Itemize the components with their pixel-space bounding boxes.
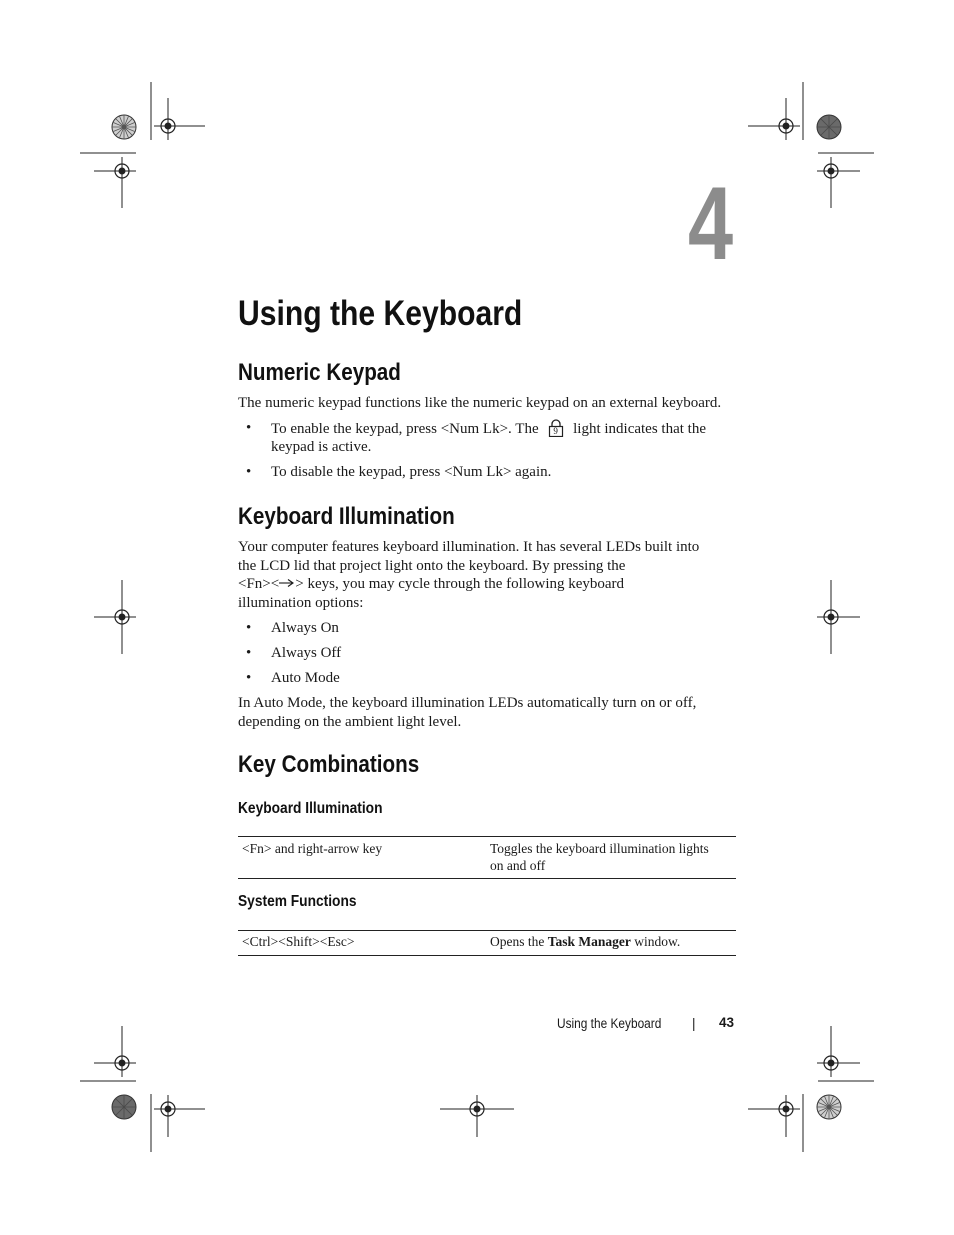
table-cell-description (490, 933, 680, 950)
bullet-text: To enable the keypad, press <Num Lk>. The (271, 421, 539, 437)
illumination-para-line: the LCD lid that project light onto the keyboard. By pressing the (238, 557, 626, 574)
illumination-para-line: illumination options: (238, 594, 364, 611)
desc-text: window. (634, 934, 681, 949)
footer-title: Using the Keyboard (557, 1016, 662, 1031)
key-fn: <Fn>< (238, 576, 280, 593)
list-item-option: Always Off (271, 645, 342, 661)
section-heading-keyboard-illumination: Keyboard Illumination (238, 503, 455, 530)
section-heading-key-combinations: Key Combinations (238, 751, 420, 778)
bullet-text: light indicates that the (573, 421, 706, 437)
chapter-title: Using the Keyboard (238, 294, 523, 333)
right-arrow-icon (279, 575, 295, 585)
table-cell-description: Toggles the keyboard illumination lights (490, 841, 709, 856)
page-number: 43 (719, 1015, 735, 1030)
table-top-rule (238, 930, 736, 931)
list-item-option: Auto Mode (271, 670, 340, 686)
bullet-marker: • (246, 620, 252, 636)
illumination-para-line: Your computer features keyboard illumination. It has several LEDs built into (238, 539, 700, 555)
para-text: keys, you may cycle through the following keyboard (307, 576, 625, 593)
bullet-marker: • (246, 464, 252, 480)
bullet-marker: • (246, 420, 252, 436)
list-item-option: Always On (271, 620, 339, 636)
auto-mode-para-line: In Auto Mode, the keyboard illumination LEDs automatically turn on or off, (238, 695, 697, 711)
subheading-system-functions: System Functions (238, 893, 357, 910)
task-manager-bold: Task Manager (547, 934, 631, 949)
table-cell-key: <Ctrl><Shift><Esc> (242, 934, 355, 949)
table-top-rule (238, 836, 736, 837)
auto-mode-para-line: depending on the ambient light level. (238, 713, 462, 730)
illumination-para-line (238, 575, 736, 594)
num-lock-icon (548, 419, 564, 437)
bullet-text-continued: keypad is active. (271, 439, 372, 455)
table-bottom-rule (238, 955, 736, 956)
section-heading-numeric-keypad: Numeric Keypad (238, 359, 401, 386)
num-lock-digit: 9 (553, 426, 558, 436)
list-item: To disable the keypad, press <Num Lk> again. (271, 464, 552, 480)
desc-text: Opens the (490, 934, 545, 949)
subheading-keyboard-illumination: Keyboard Illumination (238, 800, 383, 817)
bullet-marker: • (246, 670, 252, 686)
footer-separator: | (692, 1016, 696, 1031)
table-cell-description-continued: on and off (490, 858, 546, 873)
list-item (271, 419, 741, 439)
numeric-keypad-intro: The numeric keypad functions like the numeric keypad on an external keyboard. (238, 395, 722, 411)
table-bottom-rule (238, 878, 736, 879)
chapter-number: 4 (688, 166, 734, 282)
key-close: > (295, 576, 304, 593)
table-cell-key: <Fn> and right-arrow key (242, 841, 383, 856)
bullet-marker: • (246, 645, 252, 661)
